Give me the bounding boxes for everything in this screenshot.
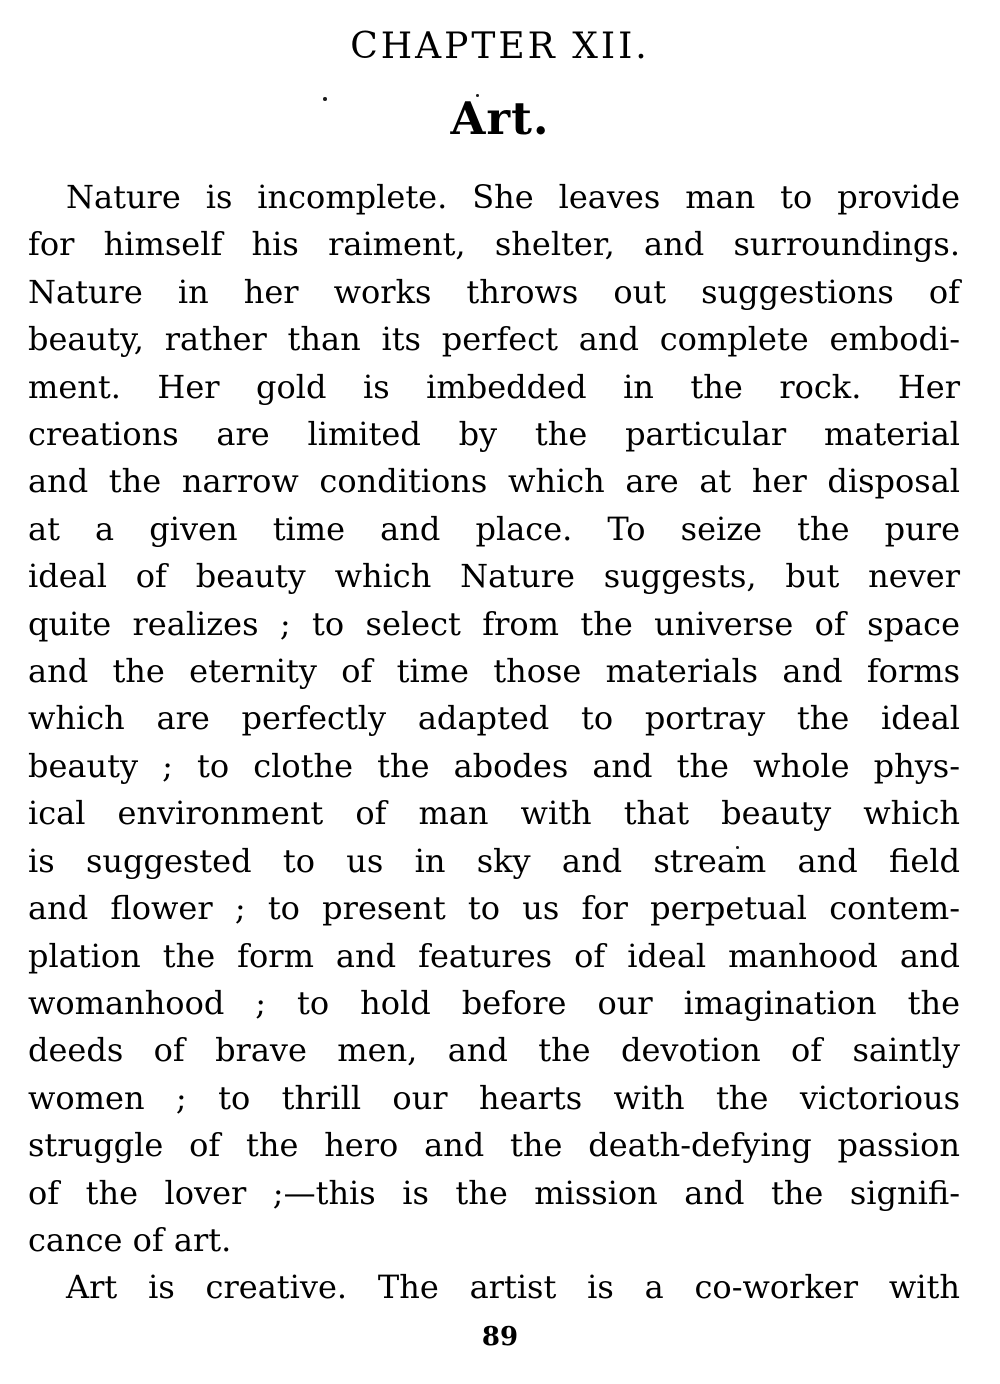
text-line: and the narrow conditions which are at her disposal bbox=[28, 462, 960, 501]
text-line: at a given time and place. To seize the pure bbox=[28, 509, 960, 548]
text-line: ical environment of man with that beauty which bbox=[28, 794, 960, 833]
chapter-heading: CHAPTER XII. bbox=[350, 26, 650, 67]
text-line: which are perfectly adapted to portray the ideal bbox=[28, 699, 960, 738]
text-line: deeds of brave men, and the devotion of saintly bbox=[28, 1031, 960, 1070]
text-line: struggle of the hero and the death-defying passion bbox=[28, 1126, 960, 1165]
text-line: ment. Her gold is imbedded in the rock. Her bbox=[28, 367, 960, 406]
text-line: beauty, rather than its perfect and complete embodi- bbox=[28, 320, 960, 359]
page-number: 89 bbox=[481, 1322, 519, 1352]
text-line: Art is creative. The artist is a co-worker with bbox=[66, 1268, 960, 1307]
text-line: and the eternity of time those materials and forms bbox=[28, 652, 960, 691]
text-line: for himself his raiment, shelter, and surroundings. bbox=[28, 225, 960, 264]
text-line: plation the form and features of ideal manhood and bbox=[28, 936, 960, 975]
text-line: Nature is incomplete. She leaves man to provide bbox=[66, 178, 960, 216]
text-line: ideal of beauty which Nature suggests, but never bbox=[28, 557, 960, 596]
section-title: Art. bbox=[450, 92, 550, 145]
text-line: is suggested to us in sky and stream and field bbox=[28, 841, 960, 880]
text-line: Nature in her works throws out suggestions of bbox=[28, 272, 960, 311]
body-text bbox=[28, 174, 960, 1312]
text-line: creations are limited by the particular material bbox=[28, 415, 960, 454]
text-line: beauty ; to clothe the abodes and the whole phys- bbox=[28, 746, 960, 785]
text-line: of the lover ;—this is the mission and the signifi- bbox=[28, 1173, 960, 1212]
text-line: and flower ; to present to us for perpetual contem- bbox=[28, 889, 960, 928]
text-line: cance of art. bbox=[28, 1220, 232, 1259]
text-line: womanhood ; to hold before our imagination the bbox=[28, 983, 960, 1022]
text-line: women ; to thrill our hearts with the victorious bbox=[28, 1078, 960, 1117]
text-line: quite realizes ; to select from the universe of space bbox=[28, 604, 960, 643]
